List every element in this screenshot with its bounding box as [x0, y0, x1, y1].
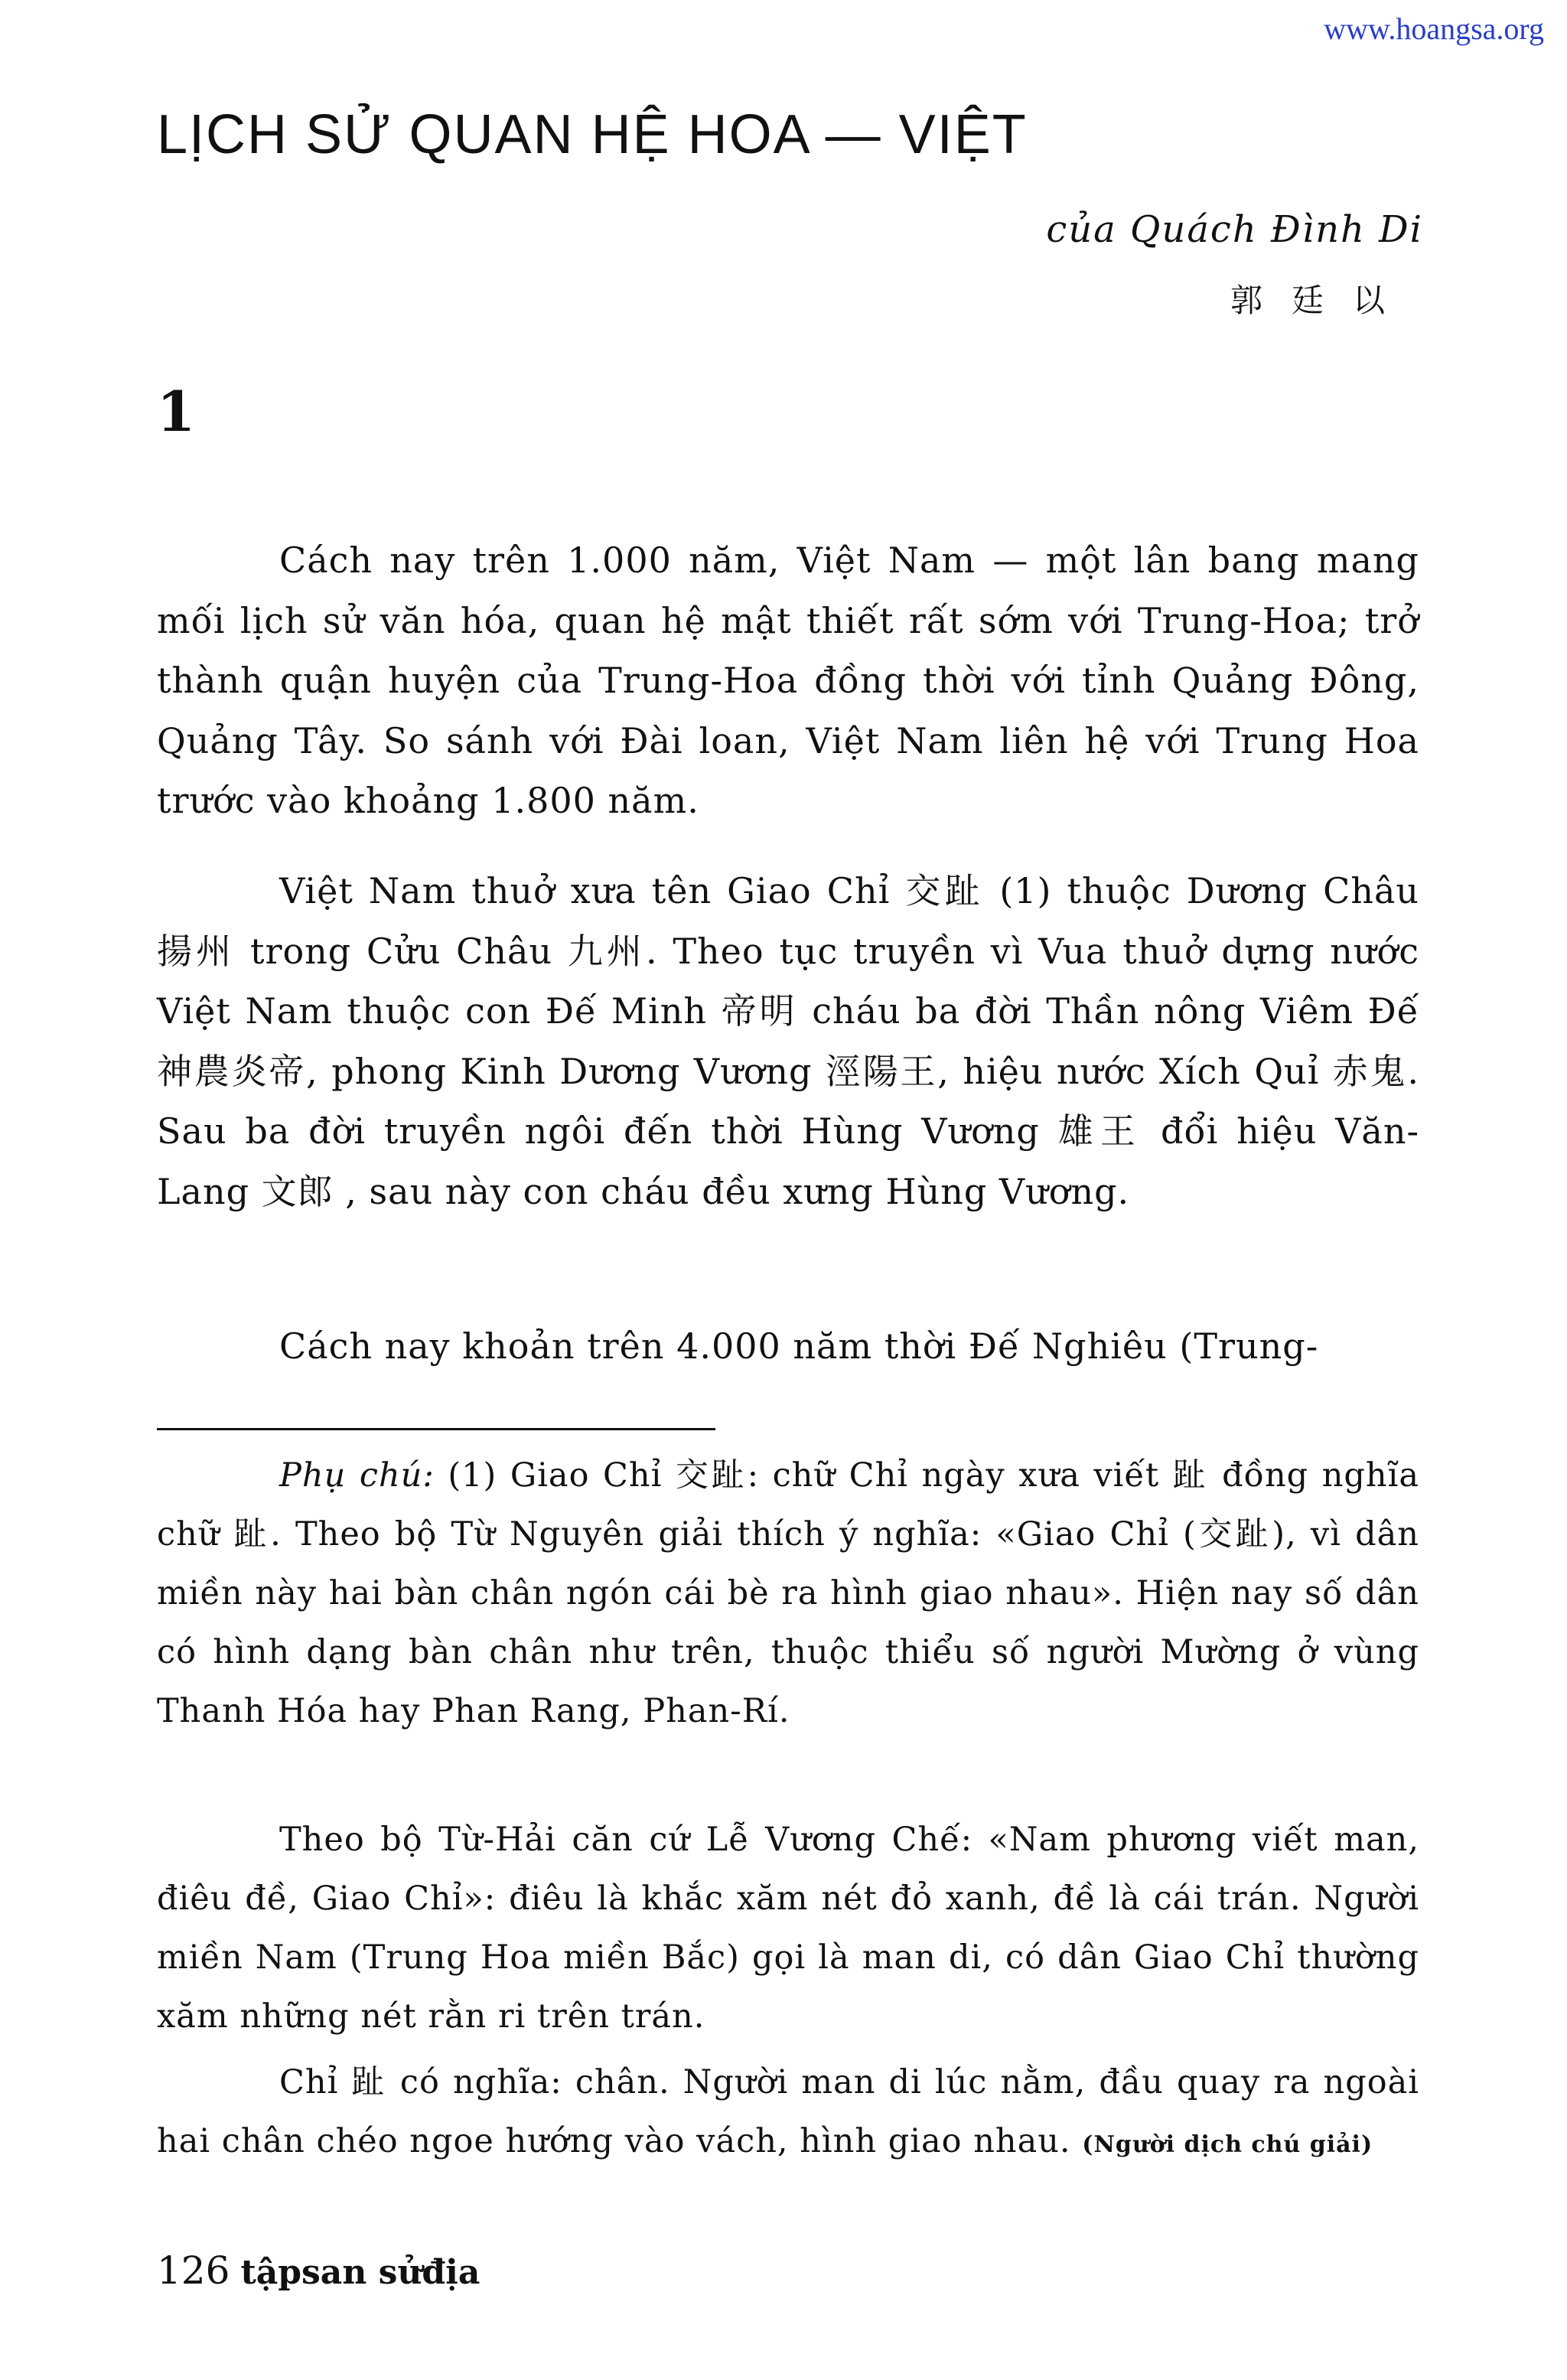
footnote-body: Chỉ 趾 có nghĩa: chân. Người man di lúc nằm, đầu quay ra ngoài hai chân chéo ngoe hướng vào vách, hình giao nhau.	[157, 2063, 1419, 2160]
magazine-name: tậpsan sửđịa	[240, 2253, 481, 2292]
page-number: 126	[157, 2248, 230, 2293]
footnote-divider	[157, 1428, 715, 1430]
body-paragraph-2	[157, 861, 1419, 1221]
paragraph-text: Việt Nam thuở xưa tên Giao Chỉ 交趾 (1) thuộc Dương Châu 揚州 trong Cửu Châu 九州. Theo tục truyền vì Vua thuở dựng nước Việt Nam thuộc con Đế Minh 帝明 cháu ba đời Thần nông Viêm Đế 神農炎帝, phong Kinh Dương Vương 涇陽王, hiệu nước Xích Quỉ 赤鬼. Sau ba đời truyền ngôi đến thời Hùng Vương 雄王 đổi hiệu Văn-Lang 文郎 , sau này con cháu đều xưng Hùng Vương.	[157, 870, 1419, 1212]
body-paragraph-1	[157, 530, 1419, 831]
article-title: LỊCH SỬ QUAN HỆ HOA — VIỆT	[157, 104, 1028, 165]
site-url[interactable]: www.hoangsa.org	[1324, 11, 1544, 46]
footnote-text	[157, 1446, 1419, 1741]
footnote-text	[157, 2053, 1419, 2174]
footnote-label: Phụ chú:	[279, 1456, 435, 1495]
translator-note: (Người dịch chú giải)	[1082, 2131, 1373, 2158]
article-author: của Quách Đình Di	[1046, 208, 1423, 251]
footnote-2	[157, 1811, 1419, 2046]
footnote-3	[157, 2053, 1419, 2174]
body-paragraph-3	[157, 1316, 1419, 1377]
section-number: 1	[157, 379, 196, 444]
footnote-body: (1) Giao Chỉ 交趾: chữ Chỉ ngày xưa viết 趾 đồng nghĩa chữ 趾. Theo bộ Từ Nguyên giải thích ý nghĩa: «Giao Chỉ (交趾), vì dân miền này hai bàn chân ngón cái bè ra hình giao nhau». Hiện nay số dân có hình dạng bàn chân như trên, thuộc thiểu số người Mường ở vùng Thanh Hóa hay Phan Rang, Phan-Rí.	[157, 1456, 1420, 1730]
paragraph-text: Cách nay trên 1.000 năm, Việt Nam — một lân bang mang mối lịch sử văn hóa, quan hệ mật thiết rất sớm với Trung-Hoa; trở thành quận huyện của Trung-Hoa đồng thời với tỉnh Quảng Đông, Quảng Tây. So sánh với Đài loan, Việt Nam liên hệ với Trung Hoa trước vào khoảng 1.800 năm.	[157, 540, 1419, 821]
article-author-chinese: 郭廷以	[1230, 282, 1414, 319]
footnote-1	[157, 1446, 1419, 1741]
footnote-text: Theo bộ Từ-Hải căn cứ Lễ Vương Chế: «Nam phương viết man, điêu đề, Giao Chỉ»: điêu là khắc xăm nét đỏ xanh, đề là cái trán. Người miền Nam (Trung Hoa miền Bắc) gọi là man di, có dân Giao Chỉ thường xăm những nét rằn ri trên trán.	[157, 1821, 1419, 2036]
page-footer	[157, 2248, 480, 2293]
paragraph-text: Cách nay khoản trên 4.000 năm thời Đế Nghiêu (Trung-	[279, 1325, 1319, 1367]
